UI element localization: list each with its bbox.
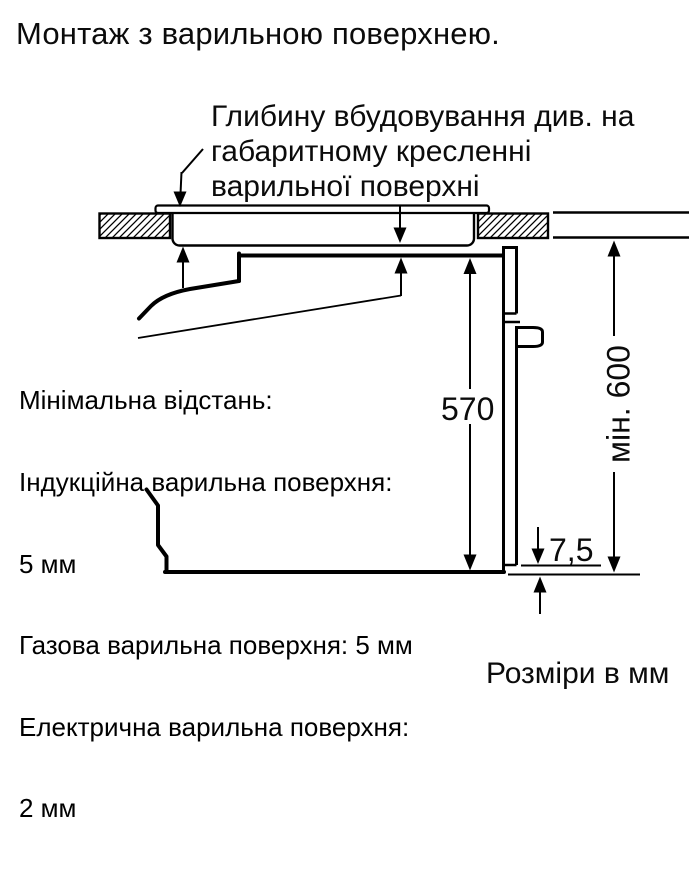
- note-line: Глибину вбудовування див. на: [211, 100, 635, 133]
- oven-knob: [517, 328, 543, 347]
- note-line: 5 мм: [19, 548, 77, 579]
- dim-75-label: 7,5: [549, 532, 594, 568]
- hob-depth-leader-arrow: [174, 149, 204, 207]
- note-line: Індукційна варильна поверхня:: [19, 467, 393, 498]
- note-line: Газова варильна поверхня: 5 мм: [19, 630, 413, 661]
- min-distance-note: [19, 333, 413, 877]
- hob-depth-note: [211, 99, 634, 204]
- units-note: Розміри в мм: [486, 657, 670, 690]
- dim-570-label: 570: [441, 391, 495, 427]
- page-title: Монтаж з варильною поверхнею.: [16, 16, 500, 51]
- note-line: габаритному кресленні: [211, 135, 532, 168]
- countertop-continuation-lines: [553, 213, 689, 238]
- oven-front-frame: [502, 248, 543, 572]
- note-line: 2 мм: [19, 793, 77, 824]
- note-line: варильної поверхні: [211, 170, 480, 203]
- countertop-left-section: [100, 214, 171, 239]
- hob-glass-top: [156, 206, 490, 214]
- dim-600-label: мін. 600: [600, 345, 637, 463]
- countertop-right-section: [478, 214, 548, 239]
- note-line: Мінімальна відстань:: [19, 385, 273, 416]
- note-line: Електрична варильна поверхня:: [19, 711, 410, 742]
